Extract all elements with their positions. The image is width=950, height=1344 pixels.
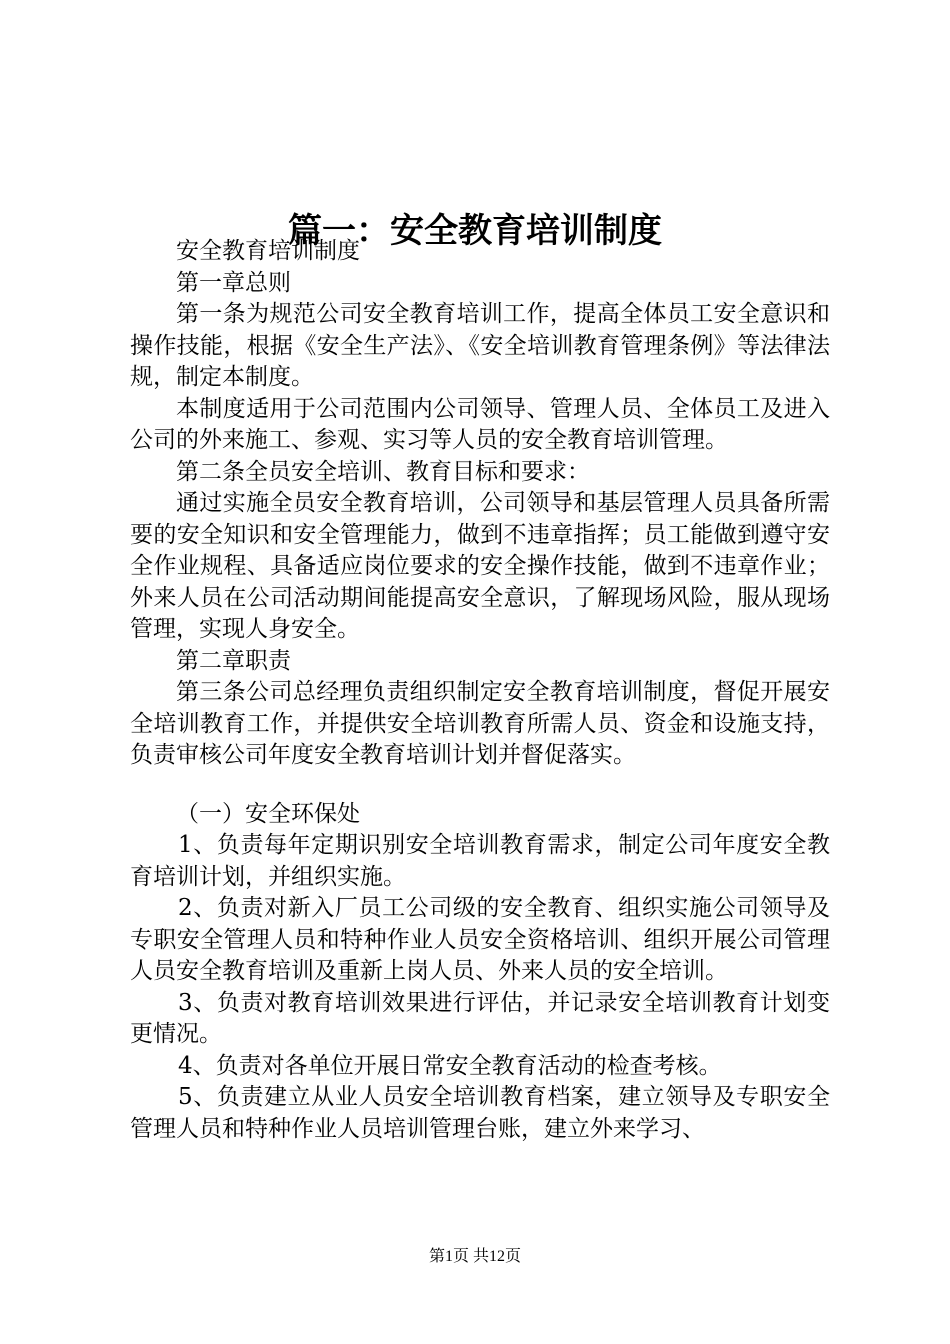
list-item: 4、负责对各单位开展日常安全教育活动的检查考核。 — [178, 1052, 722, 1079]
list-item: 1、负责每年定期识别安全培训教育需求，制定公司年度安全教育培训计划，并组织实施。 — [130, 832, 830, 890]
paragraph: 本制度适用于公司范围内公司领导、管理人员、全体员工及进入公司的外来施工、参观、实习等人员的安全教育培训管理。 — [130, 395, 830, 453]
spacer — [130, 772, 830, 799]
document-title: 篇一：安全教育培训制度 — [288, 210, 662, 251]
chapter-heading: 第二章职责 — [176, 647, 291, 674]
paragraph: 第一条为规范公司安全教育培训工作，提高全体员工安全意识和操作技能，根据《安全生产法》、《安全培训教育管理条例》等法律法规，制定本制度。 — [130, 301, 830, 390]
paragraph: 第三条公司总经理负责组织制定安全教育培训制度，督促开展安全培训教育工作，并提供安全培训教育所需人员、资金和设施支持，负责审核公司年度安全教育培训计划并督促落实。 — [130, 679, 830, 768]
chapter-heading: 第一章总则 — [176, 269, 291, 296]
paragraph-heading: 安全教育培训制度 — [176, 238, 360, 264]
paragraph: 第二条全员安全培训、教育目标和要求： — [176, 458, 590, 485]
list-item: 3、负责对教育培训效果进行评估，并记录安全培训教育计划变更情况。 — [130, 989, 830, 1047]
section-heading: （一）安全环保处 — [176, 800, 360, 827]
page-number-footer: 第1页 共12页 — [428, 1248, 521, 1265]
paragraph: 通过实施全员安全教育培训，公司领导和基层管理人员具备所需要的安全知识和安全管理能力，做到不违章指挥；员工能做到遵守安全作业规程、具备适应岗位要求的安全操作技能，做到不违章作业；外来人员在公司活动期间能提高安全意识，了解现场风险，服从现场管理，实现人身安全。 — [130, 490, 830, 642]
list-item: 5、负责建立从业人员安全培训教育档案，建立领导及专职安全管理人员和特种作业人员培训管理台账，建立外来学习、 — [130, 1084, 830, 1142]
document-body — [130, 236, 830, 1145]
list-item: 2、负责对新入厂员工公司级的安全教育、组织实施公司领导及专职安全管理人员和特种作业人员安全资格培训、组织开展公司管理人员安全教育培训及重新上岗人员、外来人员的安全培训。 — [130, 895, 830, 984]
